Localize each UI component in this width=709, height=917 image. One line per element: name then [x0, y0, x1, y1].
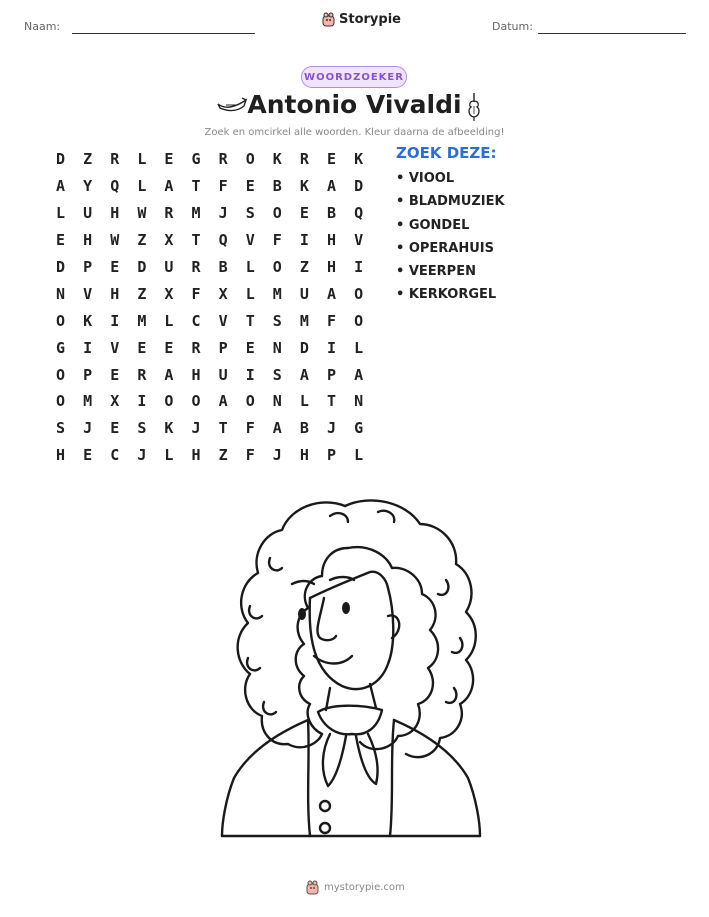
grid-letter[interactable]: H — [83, 231, 93, 250]
grid-letter[interactable]: L — [245, 258, 255, 276]
storypie-logo-icon — [322, 12, 335, 27]
grid-letter[interactable]: V — [83, 284, 93, 303]
grid-letter[interactable]: H — [56, 446, 66, 465]
grid-letter[interactable]: H — [110, 204, 120, 223]
grid-letter[interactable]: O — [354, 284, 364, 303]
grid-letter[interactable]: R — [299, 150, 309, 169]
grid-letter[interactable]: X — [218, 284, 228, 303]
grid-letter[interactable]: E — [164, 150, 174, 169]
grid-letter[interactable]: D — [56, 258, 66, 276]
grid-letter[interactable]: F — [245, 419, 255, 438]
grid-letter[interactable]: A — [299, 365, 309, 384]
grid-letter[interactable]: A — [326, 177, 336, 196]
grid-letter[interactable]: M — [137, 311, 147, 330]
grid-letter[interactable]: M — [191, 204, 201, 223]
grid-letter[interactable]: J — [191, 419, 201, 438]
grid-letter[interactable]: R — [191, 258, 201, 276]
grid-letter[interactable]: E — [245, 177, 255, 196]
grid-letter[interactable]: F — [218, 177, 228, 196]
grid-letter[interactable]: M — [83, 392, 93, 411]
grid-letter[interactable]: E — [299, 204, 309, 223]
footer-url[interactable]: mystorypie.com — [324, 882, 405, 893]
grid-letter[interactable]: H — [326, 258, 336, 276]
grid-letter[interactable]: E — [83, 446, 93, 465]
grid-letter[interactable]: L — [354, 338, 364, 357]
grid-letter[interactable]: L — [354, 446, 364, 465]
grid-letter[interactable]: L — [245, 284, 255, 303]
footer — [306, 880, 405, 895]
grid-letter[interactable]: A — [326, 284, 336, 303]
grid-letter[interactable]: H — [299, 446, 309, 465]
word-item: • BLADMUZIEK — [396, 194, 505, 210]
grid-letter[interactable]: A — [164, 365, 174, 384]
grid-letter[interactable]: H — [110, 284, 120, 303]
grid-letter[interactable]: P — [218, 338, 228, 357]
grid-letter[interactable]: A — [164, 177, 174, 196]
grid-letter[interactable]: X — [164, 231, 174, 250]
grid-letter[interactable]: R — [191, 338, 201, 357]
grid-letter[interactable]: I — [110, 311, 120, 330]
grid-letter[interactable]: A — [272, 419, 282, 438]
grid-letter[interactable]: R — [218, 150, 228, 169]
grid-letter[interactable]: P — [83, 258, 93, 276]
grid-letter[interactable]: B — [326, 204, 336, 223]
violin-icon — [466, 92, 482, 122]
word-list — [396, 144, 505, 311]
grid-letter[interactable]: O — [245, 392, 255, 411]
grid-letter[interactable]: P — [83, 365, 93, 384]
grid-letter[interactable]: R — [110, 150, 120, 169]
grid-letter[interactable]: P — [326, 365, 336, 384]
grid-letter[interactable]: O — [164, 392, 174, 411]
worksheet-type-badge: WOORDZOEKER — [301, 66, 407, 88]
grid-letter[interactable]: C — [110, 446, 120, 465]
grid-letter[interactable]: D — [56, 150, 66, 169]
grid-letter[interactable]: R — [137, 365, 147, 384]
grid-letter[interactable]: N — [354, 392, 364, 411]
grid-letter[interactable]: Z — [299, 258, 309, 276]
grid-letter[interactable]: E — [137, 338, 147, 357]
date-label: Datum: — [492, 20, 533, 33]
grid-letter[interactable]: H — [191, 365, 201, 384]
grid-letter[interactable]: F — [326, 311, 336, 330]
brand-name: Storypie — [339, 12, 401, 27]
grid-letter[interactable]: U — [218, 365, 228, 384]
grid-letter[interactable]: B — [299, 419, 309, 438]
grid-letter[interactable]: L — [56, 204, 66, 223]
grid-letter[interactable]: Q — [218, 231, 228, 250]
grid-letter[interactable]: H — [191, 446, 201, 465]
grid-letter[interactable]: E — [56, 231, 66, 250]
grid-letter[interactable]: E — [164, 338, 174, 357]
grid-letter[interactable]: E — [110, 258, 120, 276]
grid-letter[interactable]: S — [137, 419, 147, 438]
grid-letter[interactable]: O — [272, 258, 282, 276]
grid-letter[interactable]: V — [245, 231, 255, 250]
grid-letter[interactable]: U — [164, 258, 174, 276]
grid-letter[interactable]: J — [326, 419, 336, 438]
grid-letter[interactable]: X — [164, 284, 174, 303]
grid-letter[interactable]: N — [56, 284, 66, 303]
storypie-logo-icon — [306, 880, 319, 895]
grid-letter[interactable]: T — [245, 311, 255, 330]
grid-letter[interactable]: Z — [137, 284, 147, 303]
grid-letter[interactable]: H — [326, 231, 336, 250]
page-title: Antonio Vivaldi — [247, 90, 462, 119]
word-search-grid[interactable] — [47, 146, 372, 469]
grid-letter[interactable]: A — [218, 392, 228, 411]
grid-letter[interactable]: A — [56, 177, 66, 196]
grid-letter[interactable]: R — [164, 204, 174, 223]
grid-letter[interactable]: K — [272, 150, 282, 169]
grid-letter[interactable]: Y — [83, 177, 93, 196]
grid-letter[interactable]: S — [272, 311, 282, 330]
grid-letter[interactable]: G — [56, 338, 66, 357]
grid-letter[interactable]: I — [83, 338, 93, 357]
grid-letter[interactable]: L — [164, 446, 174, 465]
grid-letter[interactable]: I — [326, 338, 336, 357]
word-item: • VIOOL — [396, 171, 455, 186]
grid-letter[interactable]: V — [354, 231, 364, 250]
grid-letter[interactable]: L — [137, 150, 147, 169]
grid-letter[interactable]: U — [299, 284, 309, 303]
grid-letter[interactable]: K — [83, 311, 93, 330]
grid-letter[interactable]: K — [354, 150, 364, 169]
grid-letter[interactable]: U — [83, 204, 93, 223]
grid-letter[interactable]: Z — [218, 446, 228, 465]
grid-letter[interactable]: O — [354, 311, 364, 330]
grid-letter[interactable]: E — [245, 338, 255, 357]
grid-letter[interactable]: B — [218, 258, 228, 276]
grid-letter[interactable]: M — [299, 311, 309, 330]
grid-letter[interactable]: D — [354, 177, 364, 196]
grid-letter[interactable]: T — [191, 177, 201, 196]
grid-letter[interactable]: S — [56, 419, 66, 438]
grid-letter[interactable]: J — [272, 446, 282, 465]
grid-letter[interactable]: Z — [137, 231, 147, 250]
grid-letter[interactable]: E — [326, 150, 336, 169]
grid-letter[interactable]: O — [56, 392, 66, 411]
grid-letter[interactable]: L — [164, 311, 174, 330]
grid-letter[interactable]: J — [83, 419, 93, 438]
word-item: • KERKORGEL — [396, 287, 497, 303]
grid-letter[interactable]: L — [299, 392, 309, 411]
grid-letter[interactable]: F — [272, 231, 282, 250]
date-line[interactable] — [538, 33, 686, 34]
word-list-heading: ZOEK DEZE: — [396, 144, 497, 162]
grid-letter[interactable]: I — [245, 365, 255, 384]
grid-letter[interactable]: O — [191, 392, 201, 411]
vivaldi-portrait-illustration[interactable] — [210, 488, 500, 848]
grid-letter[interactable]: V — [218, 311, 228, 330]
grid-letter[interactable]: G — [191, 150, 201, 169]
grid-letter[interactable]: I — [137, 392, 147, 411]
grid-letter[interactable]: N — [272, 392, 282, 411]
grid-letter[interactable]: K — [299, 177, 309, 196]
grid-letter[interactable]: G — [354, 419, 364, 438]
grid-letter[interactable]: M — [272, 284, 282, 303]
grid-letter[interactable]: N — [272, 338, 282, 357]
grid-letter[interactable]: E — [110, 365, 120, 384]
grid-letter[interactable]: T — [191, 231, 201, 250]
name-label: Naam: — [24, 20, 61, 33]
grid-letter[interactable]: D — [299, 338, 309, 357]
grid-letter[interactable]: S — [272, 365, 282, 384]
instructions: Zoek en omcirkel alle woorden. Kleur daarna de afbeelding! — [204, 127, 505, 138]
grid-letter[interactable]: J — [137, 446, 147, 465]
grid-letter[interactable]: V — [110, 338, 120, 357]
grid-letter[interactable]: I — [299, 231, 309, 250]
grid-letter[interactable]: F — [245, 446, 255, 465]
grid-letter[interactable]: O — [56, 311, 66, 330]
grid-letter[interactable]: J — [218, 204, 228, 223]
grid-letter[interactable]: F — [191, 284, 201, 303]
brand-logo — [322, 12, 401, 27]
grid-letter[interactable]: Z — [83, 150, 93, 169]
grid-letter[interactable]: O — [56, 365, 66, 384]
grid-letter[interactable]: O — [245, 150, 255, 169]
grid-letter[interactable]: A — [354, 365, 364, 384]
grid-letter[interactable]: K — [164, 419, 174, 438]
grid-letter[interactable]: E — [110, 419, 120, 438]
grid-letter[interactable]: P — [326, 446, 336, 465]
grid-letter[interactable]: L — [137, 177, 147, 196]
grid-letter[interactable]: S — [245, 204, 255, 223]
grid-letter[interactable]: Q — [354, 204, 364, 223]
grid-letter[interactable]: X — [110, 392, 120, 411]
grid-letter[interactable]: C — [191, 311, 201, 330]
grid-letter[interactable]: T — [218, 419, 228, 438]
grid-letter[interactable]: W — [110, 231, 120, 250]
grid-letter[interactable]: O — [272, 204, 282, 223]
word-item: • GONDEL — [396, 217, 470, 233]
grid-letter[interactable]: W — [137, 204, 147, 223]
grid-letter[interactable]: Q — [110, 177, 120, 196]
grid-letter[interactable]: T — [326, 392, 336, 411]
name-line[interactable] — [72, 33, 255, 34]
grid-letter[interactable]: D — [137, 258, 147, 276]
grid-letter[interactable]: I — [354, 258, 364, 276]
word-item: • OPERAHUIS — [396, 240, 495, 256]
word-item: • VEERPEN — [396, 264, 476, 280]
grid-letter[interactable]: B — [272, 177, 282, 196]
